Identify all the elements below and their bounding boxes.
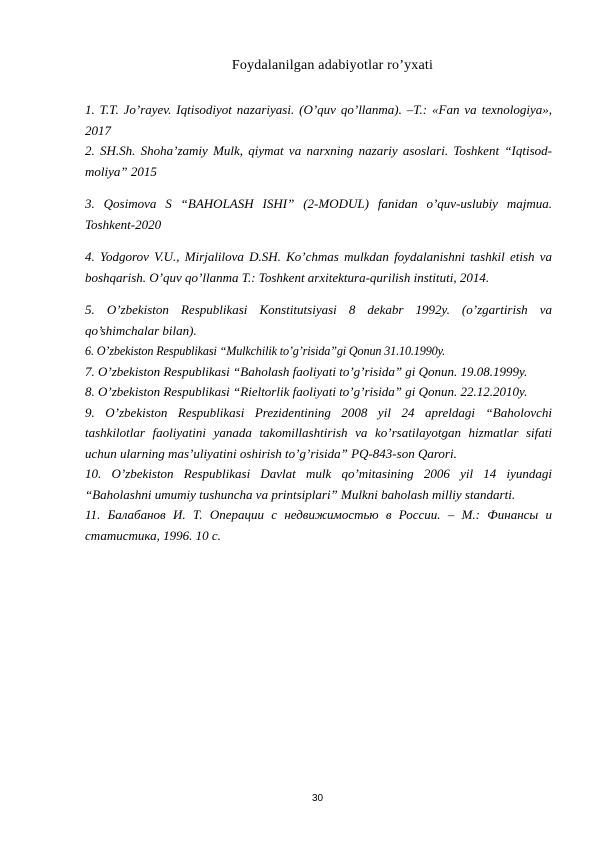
reference-list xyxy=(85,100,552,546)
reference-item-7: 7. O’zbekiston Respublikasi “Baholash faoliyati to’g’risida” gi Qonun. 19.08.1999y. xyxy=(85,363,528,379)
reference-item-9: 9. O’zbekiston Respublikasi Prezidentining 2008 yil 24 apreldagi “Baholovchi tashkilotlar faoliyatini yanada takomillashtirish va ko’rsatilayotgan hizmatlar sifati uchun ularning mas’uliyatini oshirish to’g’risida” PQ-843-son Qarori. xyxy=(85,404,552,461)
reference-item-3: 3. Qosimova S “BAHOLASH ISHI” (2-MODUL) fanidan o’quv-uslubiy majmua. Toshkent-2020 xyxy=(85,196,552,232)
reference-item-1: 1. T.T. Jo’rayev. Iqtisodiyot nazariyasi. (O’quv qo’llanma). –T.: «Fan va texnologiya», 2017 xyxy=(85,102,552,138)
reference-item-11: 11. Балабанов И. Т. Операции с недвижимостью в России. – М.: Финансы и статистика, 1996. 10 с. xyxy=(85,507,552,543)
page-number: 30 xyxy=(311,793,324,804)
reference-item-2: 2. SH.Sh. Shoha’zamiy Mulk, qiymat va narxning nazariy asoslari. Toshkent “Iqtisod-moliya” 2015 xyxy=(85,143,552,179)
reference-item-8: 8. O’zbekiston Respublikasi “Rieltorlik faoliyati to’g’risida” gi Qonun. 22.12.2010y. xyxy=(85,384,528,399)
page-title: Foydalanilgan adabiyotlar ro’yxati xyxy=(231,58,434,73)
reference-item-4: 4. Yodgorov V.U., Mirjalilova D.SH. Ko’chmas mulkdan foydalanishni tashkil etish va boshqarish. O’quv qo’llanma T.: Toshkent arxitektura-qurilish instituti, 2014. xyxy=(85,249,552,285)
reference-item-10: 10. O’zbekiston Respublikasi Davlat mulk qo’mitasining 2006 yil 14 iyundagi “Baholashni umumiy tushuncha va printsiplari” Mulkni baholash milliy standarti. xyxy=(85,466,552,502)
reference-item-6: 6. O’zbekiston Respublikasi “Mulkchilik to’g’risida”gi Qonun 31.10.1990y. xyxy=(85,344,446,358)
reference-item-5: 5. O’zbekiston Respublikasi Konstitutsiyasi 8 dekabr 1992y. (o’zgartirish va qo’shimchalar bilan). xyxy=(85,302,552,338)
